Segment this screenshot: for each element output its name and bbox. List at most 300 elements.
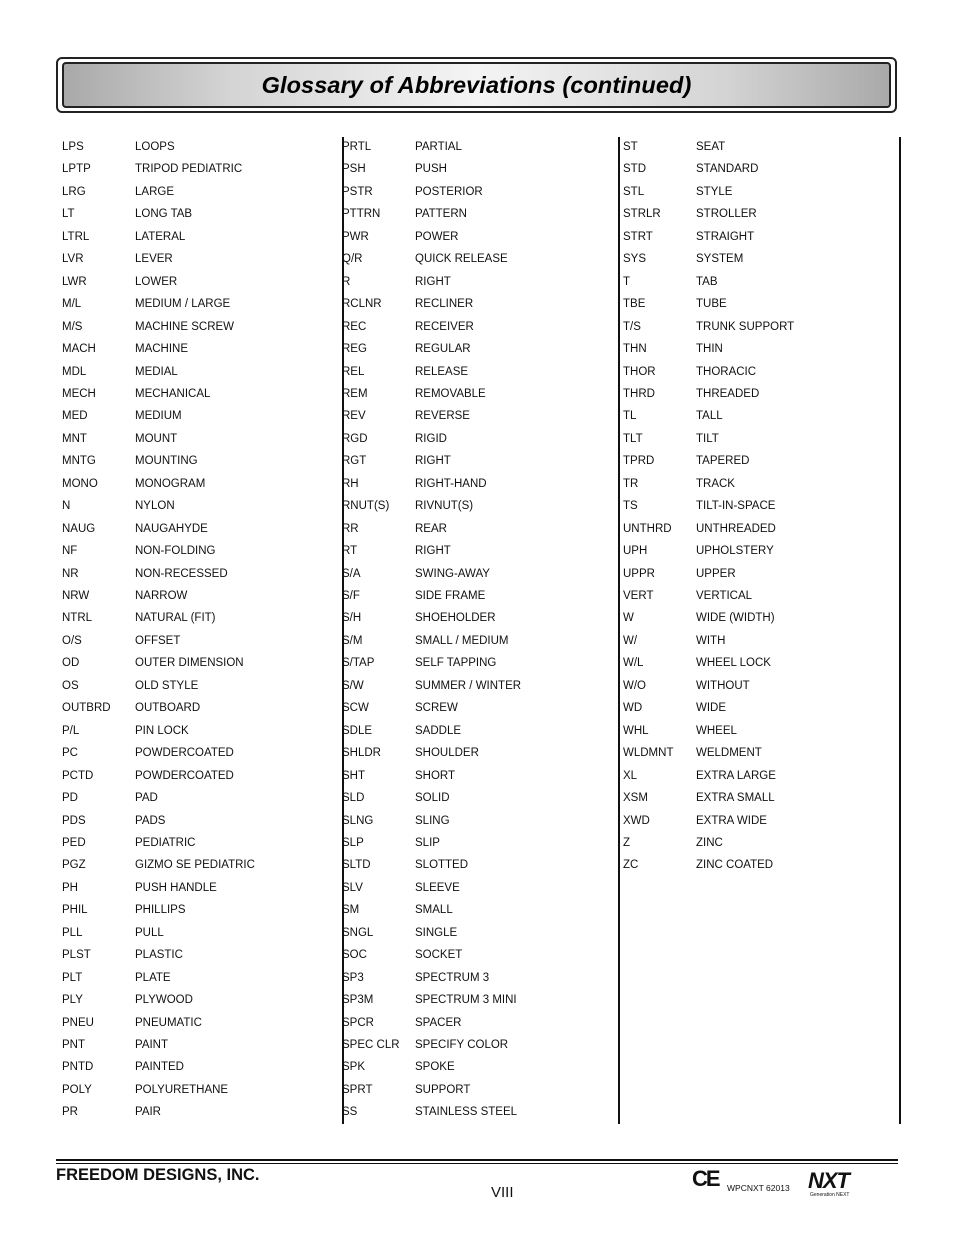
abbreviation: RGT — [342, 455, 367, 468]
abbreviation: SPCR — [342, 1016, 374, 1029]
abbreviation-meaning: PAINTED — [135, 1061, 184, 1074]
glossary-column-2 — [342, 137, 620, 1124]
abbreviation-meaning: ZINC — [696, 836, 723, 849]
abbreviation-meaning: RIGHT — [415, 275, 451, 288]
abbreviation-meaning: SYSTEM — [696, 253, 744, 266]
abbreviation-meaning: PNEUMATIC — [135, 1016, 202, 1029]
abbreviation: P/L — [62, 724, 80, 737]
abbreviation: RCLNR — [342, 298, 382, 311]
abbreviation: ZC — [623, 859, 639, 872]
glossary-row — [342, 788, 620, 808]
abbreviation: OS — [62, 679, 79, 692]
abbreviation: PTTRN — [342, 208, 381, 221]
abbreviation: PDS — [62, 814, 86, 827]
abbreviation: TR — [623, 477, 639, 490]
abbreviation-meaning: PLASTIC — [135, 949, 183, 962]
abbreviation-meaning: SUPPORT — [415, 1083, 471, 1096]
abbreviation-meaning: WIDE — [696, 702, 727, 715]
abbreviation: REV — [342, 410, 366, 423]
glossary-row — [623, 721, 901, 741]
abbreviation-meaning: NAUGAHYDE — [135, 522, 208, 535]
glossary-row — [342, 339, 620, 359]
glossary-row — [342, 1035, 620, 1055]
abbreviation: TL — [623, 410, 637, 423]
glossary-row — [623, 496, 901, 516]
abbreviation: W/L — [623, 657, 644, 670]
glossary-row — [623, 159, 901, 179]
abbreviation: W — [623, 612, 634, 625]
abbreviation: STL — [623, 185, 645, 198]
abbreviation-meaning: OUTER DIMENSION — [135, 657, 244, 670]
glossary-row — [62, 1013, 340, 1033]
abbreviation: LVR — [62, 253, 84, 266]
abbreviation-meaning: EXTRA LARGE — [696, 769, 776, 782]
glossary-row — [62, 429, 340, 449]
glossary-row — [342, 968, 620, 988]
glossary-row — [342, 1080, 620, 1100]
abbreviation-meaning: STROLLER — [696, 208, 757, 221]
abbreviation-meaning: STANDARD — [696, 163, 759, 176]
abbreviation: RH — [342, 477, 359, 490]
glossary-row — [62, 137, 340, 157]
abbreviation: SPEC CLR — [342, 1039, 400, 1051]
abbreviation-meaning: TILT-IN-SPACE — [696, 500, 776, 513]
abbreviation: MACH — [62, 343, 96, 356]
abbreviation-meaning: SLIP — [415, 836, 440, 849]
abbreviation-meaning: PHILLIPS — [135, 904, 186, 917]
abbreviation: NR — [62, 567, 79, 580]
abbreviation-meaning: RECLINER — [415, 298, 474, 311]
abbreviation: MED — [62, 410, 88, 423]
abbreviation-meaning: PAINT — [135, 1039, 169, 1051]
abbreviation: TPRD — [623, 455, 655, 468]
abbreviation: REL — [342, 365, 365, 378]
abbreviation-meaning: TRUNK SUPPORT — [696, 320, 795, 333]
glossary-row — [62, 811, 340, 831]
glossary-row — [62, 653, 340, 673]
glossary-row — [623, 429, 901, 449]
abbreviation-meaning: THREADED — [696, 387, 760, 400]
abbreviation-meaning: REMOVABLE — [415, 387, 486, 400]
abbreviation-meaning: GIZMO SE PEDIATRIC — [135, 859, 255, 872]
glossary-row — [342, 1102, 620, 1122]
abbreviation: NRW — [62, 590, 90, 602]
abbreviation: XL — [623, 769, 638, 782]
abbreviation-meaning: LARGE — [135, 185, 174, 198]
abbreviation: T/S — [623, 320, 641, 333]
abbreviation-meaning: PADS — [135, 814, 166, 827]
abbreviation-meaning: RIGHT-HAND — [415, 477, 487, 490]
glossary-row — [62, 1057, 340, 1077]
glossary-row — [342, 721, 620, 741]
abbreviation-meaning: ZINC COATED — [696, 859, 774, 872]
abbreviation: PLL — [62, 926, 83, 939]
glossary-row — [342, 698, 620, 718]
abbreviation: T — [623, 275, 631, 288]
abbreviation: PWR — [342, 230, 369, 243]
glossary-row — [342, 429, 620, 449]
abbreviation: UPPR — [623, 567, 655, 580]
abbreviation: LPTP — [62, 163, 91, 176]
glossary-row — [623, 855, 901, 875]
abbreviation-meaning: POSTERIOR — [415, 185, 483, 198]
abbreviation-meaning: SHORT — [415, 769, 456, 782]
abbreviation: MNT — [62, 432, 87, 445]
glossary-row — [623, 743, 901, 763]
abbreviation: R — [342, 275, 351, 288]
glossary-row — [623, 249, 901, 269]
glossary-row — [623, 137, 901, 157]
glossary-row — [62, 496, 340, 516]
abbreviation: SLD — [342, 792, 365, 805]
glossary-row — [623, 586, 901, 606]
abbreviation-meaning: SLING — [415, 814, 450, 827]
glossary-row — [62, 1080, 340, 1100]
glossary-row — [623, 182, 901, 202]
abbreviation-meaning: OUTBOARD — [135, 702, 201, 715]
glossary-row — [62, 204, 340, 224]
abbreviation: STRT — [623, 230, 653, 243]
abbreviation: THRD — [623, 387, 655, 400]
glossary-row — [62, 900, 340, 920]
abbreviation-meaning: MEDIAL — [135, 365, 178, 378]
abbreviation-meaning: PUSH HANDLE — [135, 881, 217, 894]
abbreviation-meaning: STYLE — [696, 185, 733, 198]
glossary-row — [62, 451, 340, 471]
abbreviation: PSTR — [342, 185, 373, 198]
glossary-row — [342, 900, 620, 920]
abbreviation-meaning: WITH — [696, 634, 726, 647]
abbreviation: SLNG — [342, 814, 374, 827]
abbreviation-meaning: POWDERCOATED — [135, 769, 234, 782]
glossary-row — [623, 698, 901, 718]
glossary-row — [623, 676, 901, 696]
abbreviation: XWD — [623, 814, 650, 827]
glossary-row — [623, 608, 901, 628]
abbreviation: PR — [62, 1106, 78, 1119]
glossary-row — [62, 923, 340, 943]
abbreviation: REG — [342, 343, 367, 356]
glossary-row — [62, 1035, 340, 1055]
glossary-row — [623, 564, 901, 584]
glossary-row — [342, 272, 620, 292]
abbreviation-meaning: WIDE (WIDTH) — [696, 612, 775, 625]
abbreviation: PCTD — [62, 769, 94, 782]
abbreviation: SHT — [342, 769, 365, 782]
abbreviation-meaning: TAPERED — [696, 455, 750, 468]
abbreviation-meaning: LEVER — [135, 253, 173, 266]
glossary-row — [62, 945, 340, 965]
glossary-row — [623, 631, 901, 651]
glossary-row — [62, 182, 340, 202]
glossary-row — [62, 294, 340, 314]
glossary-row — [62, 855, 340, 875]
abbreviation-meaning: RIGHT — [415, 545, 451, 558]
company-name: FREEDOM DESIGNS, INC. — [56, 1166, 260, 1184]
abbreviation-meaning: SCREW — [415, 702, 458, 715]
abbreviation: S/W — [342, 679, 364, 692]
abbreviation-meaning: QUICK RELEASE — [415, 253, 508, 266]
abbreviation: LT — [62, 208, 75, 221]
abbreviation-meaning: SPECTRUM 3 MINI — [415, 994, 517, 1007]
abbreviation-meaning: WHEEL LOCK — [696, 657, 771, 670]
glossary-row — [342, 384, 620, 404]
glossary-row — [62, 362, 340, 382]
abbreviation: PHIL — [62, 904, 88, 917]
glossary-column-1 — [62, 137, 344, 1124]
footer-rule-thin — [56, 1163, 898, 1164]
abbreviation-meaning: WHEEL — [696, 724, 737, 737]
abbreviation: WD — [623, 702, 643, 715]
glossary-row — [623, 766, 901, 786]
glossary-row — [62, 676, 340, 696]
abbreviation: PSH — [342, 163, 366, 176]
glossary-row — [342, 608, 620, 628]
abbreviation-meaning: LATERAL — [135, 230, 186, 243]
abbreviation-meaning: MOUNTING — [135, 455, 198, 468]
abbreviation-meaning: UPPER — [696, 567, 736, 580]
abbreviation: REM — [342, 387, 368, 400]
abbreviation: THN — [623, 343, 647, 356]
document-number: WPCNXT 62013 — [727, 1183, 790, 1193]
glossary-row — [342, 451, 620, 471]
abbreviation-meaning: RELEASE — [415, 365, 469, 378]
abbreviation-meaning: NYLON — [135, 500, 175, 513]
abbreviation: SNGL — [342, 926, 374, 939]
abbreviation: PNT — [62, 1039, 85, 1051]
nxt-logo-subtext: Generation NEXT — [810, 1192, 850, 1198]
abbreviation: W/ — [623, 634, 638, 647]
abbreviation-meaning: SUMMER / WINTER — [415, 679, 522, 692]
abbreviation: SOC — [342, 949, 367, 962]
abbreviation-meaning: VERTICAL — [696, 590, 753, 602]
glossary-row — [342, 855, 620, 875]
page-header — [56, 57, 897, 113]
abbreviation-meaning: MOUNT — [135, 432, 178, 445]
abbreviation: NTRL — [62, 612, 93, 625]
page-header-inner — [62, 62, 891, 108]
abbreviation-meaning: PIN LOCK — [135, 724, 189, 737]
abbreviation: SLP — [342, 836, 364, 849]
abbreviation-meaning: TAB — [696, 275, 718, 288]
abbreviation-meaning: SEAT — [696, 141, 726, 153]
abbreviation: STRLR — [623, 208, 661, 221]
glossary-row — [62, 474, 340, 494]
glossary-row — [342, 1013, 620, 1033]
abbreviation: PGZ — [62, 859, 86, 872]
abbreviation: SCW — [342, 702, 369, 715]
abbreviation-meaning: THORACIC — [696, 365, 757, 378]
abbreviation-meaning: REAR — [415, 522, 447, 535]
glossary-row — [62, 339, 340, 359]
glossary-row — [62, 406, 340, 426]
abbreviation: XSM — [623, 792, 648, 805]
abbreviation-meaning: EXTRA SMALL — [696, 792, 775, 805]
glossary-row — [62, 272, 340, 292]
abbreviation-meaning: WITHOUT — [696, 679, 750, 692]
abbreviation: PRTL — [342, 141, 372, 153]
glossary-row — [623, 317, 901, 337]
abbreviation-meaning: SOCKET — [415, 949, 463, 962]
abbreviation-meaning: REVERSE — [415, 410, 470, 423]
glossary-row — [342, 811, 620, 831]
abbreviation: O/S — [62, 634, 82, 647]
glossary-row — [342, 676, 620, 696]
abbreviation-meaning: SWING-AWAY — [415, 567, 490, 580]
glossary-row — [342, 990, 620, 1010]
abbreviation-meaning: REGULAR — [415, 343, 471, 356]
abbreviation-meaning: UPHOLSTERY — [696, 545, 774, 558]
glossary-row — [342, 833, 620, 853]
abbreviation-meaning: SINGLE — [415, 926, 458, 939]
nxt-logo-text: NXT — [808, 1168, 849, 1193]
abbreviation-meaning: PARTIAL — [415, 141, 462, 153]
abbreviation-meaning: SIDE FRAME — [415, 590, 486, 602]
abbreviation: N — [62, 500, 71, 513]
abbreviation: OD — [62, 657, 80, 670]
glossary-row — [62, 541, 340, 561]
abbreviation-meaning: LOWER — [135, 275, 178, 288]
abbreviation-meaning: PLATE — [135, 971, 171, 984]
glossary-row — [342, 923, 620, 943]
abbreviation-meaning: NON-RECESSED — [135, 567, 228, 580]
abbreviation-meaning: PLYWOOD — [135, 994, 193, 1007]
abbreviation-meaning: SADDLE — [415, 724, 462, 737]
abbreviation: PNTD — [62, 1061, 94, 1074]
glossary-column-3 — [623, 137, 901, 1124]
nxt-logo — [808, 1170, 858, 1202]
glossary-row — [62, 878, 340, 898]
abbreviation: S/A — [342, 567, 361, 580]
glossary-row — [623, 294, 901, 314]
glossary-row — [342, 182, 620, 202]
abbreviation: RR — [342, 522, 359, 535]
abbreviation-meaning: TUBE — [696, 298, 727, 311]
abbreviation: Q/R — [342, 253, 363, 266]
ce-mark-icon: CE — [692, 1166, 719, 1191]
glossary-row — [62, 743, 340, 763]
abbreviation: TBE — [623, 298, 646, 311]
abbreviation: S/M — [342, 634, 363, 647]
abbreviation: S/TAP — [342, 657, 375, 670]
abbreviation: THOR — [623, 365, 656, 378]
abbreviation-meaning: RIVNUT(S) — [415, 500, 474, 513]
abbreviation: PED — [62, 836, 86, 849]
abbreviation: PLT — [62, 971, 83, 984]
glossary-row — [342, 1057, 620, 1077]
glossary-row — [623, 272, 901, 292]
glossary-row — [62, 519, 340, 539]
glossary-row — [342, 362, 620, 382]
abbreviation-meaning: MEDIUM / LARGE — [135, 298, 231, 311]
abbreviation: LRG — [62, 185, 86, 198]
abbreviation-meaning: PATTERN — [415, 208, 467, 221]
abbreviation-meaning: POLYURETHANE — [135, 1083, 229, 1096]
abbreviation-meaning: SMALL — [415, 904, 453, 917]
abbreviation-meaning: PULL — [135, 926, 164, 939]
abbreviation-meaning: POWER — [415, 230, 459, 243]
glossary-row — [342, 766, 620, 786]
page-title: Glossary of Abbreviations (continued) — [261, 71, 692, 98]
abbreviation: LPS — [62, 141, 84, 153]
abbreviation: W/O — [623, 679, 646, 692]
abbreviation-meaning: STRAIGHT — [696, 230, 755, 243]
glossary-row — [623, 833, 901, 853]
abbreviation: SP3M — [342, 994, 374, 1007]
abbreviation-meaning: NON-FOLDING — [135, 545, 216, 558]
abbreviation-meaning: MACHINE SCREW — [135, 320, 235, 333]
glossary-row — [342, 496, 620, 516]
abbreviation: PLY — [62, 994, 83, 1007]
abbreviation: M/S — [62, 320, 83, 333]
glossary-row — [623, 653, 901, 673]
glossary-row — [342, 564, 620, 584]
abbreviation-meaning: TILT — [696, 432, 719, 445]
glossary-row — [62, 564, 340, 584]
glossary-row — [342, 294, 620, 314]
glossary-row — [62, 1102, 340, 1122]
abbreviation-meaning: STAINLESS STEEL — [415, 1106, 518, 1119]
abbreviation-meaning: SMALL / MEDIUM — [415, 634, 509, 647]
abbreviation-meaning: EXTRA WIDE — [696, 814, 767, 827]
abbreviation-meaning: NARROW — [135, 590, 188, 602]
glossary-row — [62, 990, 340, 1010]
glossary-row — [342, 541, 620, 561]
abbreviation: S/F — [342, 590, 360, 602]
abbreviation: OUTBRD — [62, 702, 111, 715]
glossary-row — [623, 227, 901, 247]
abbreviation: Z — [623, 836, 631, 849]
abbreviation: SS — [342, 1106, 358, 1119]
abbreviation: SLV — [342, 881, 363, 894]
abbreviation: VERT — [623, 590, 654, 602]
glossary-row — [342, 227, 620, 247]
glossary-row — [62, 608, 340, 628]
abbreviation-meaning: TALL — [696, 410, 723, 423]
glossary-row — [342, 945, 620, 965]
abbreviation-meaning: TRIPOD PEDIATRIC — [135, 163, 243, 176]
abbreviation: NAUG — [62, 522, 96, 535]
abbreviation-meaning: RIGID — [415, 432, 447, 445]
abbreviation-meaning: PAD — [135, 792, 158, 805]
glossary-row — [342, 317, 620, 337]
abbreviation-meaning: SLOTTED — [415, 859, 469, 872]
abbreviation: SDLE — [342, 724, 373, 737]
abbreviation: PLST — [62, 949, 91, 962]
glossary-row — [623, 451, 901, 471]
abbreviation-meaning: PUSH — [415, 163, 447, 176]
abbreviation: MONO — [62, 477, 98, 490]
abbreviation-meaning: OLD STYLE — [135, 679, 199, 692]
glossary-row — [342, 631, 620, 651]
abbreviation-meaning: SHOULDER — [415, 747, 479, 760]
glossary-row — [62, 968, 340, 988]
abbreviation: SHLDR — [342, 747, 381, 760]
glossary-row — [62, 766, 340, 786]
abbreviation: UNTHRD — [623, 522, 672, 535]
abbreviation-meaning: NATURAL (FIT) — [135, 612, 216, 625]
abbreviation: STD — [623, 163, 646, 176]
abbreviation: REC — [342, 320, 367, 333]
glossary-row — [62, 384, 340, 404]
abbreviation-meaning: TRACK — [696, 477, 735, 490]
abbreviation: SM — [342, 904, 360, 917]
glossary-row — [623, 339, 901, 359]
abbreviation-meaning: PAIR — [135, 1106, 161, 1119]
abbreviation: S/H — [342, 612, 362, 625]
footer-rule-thick — [56, 1159, 898, 1161]
glossary-row — [623, 474, 901, 494]
